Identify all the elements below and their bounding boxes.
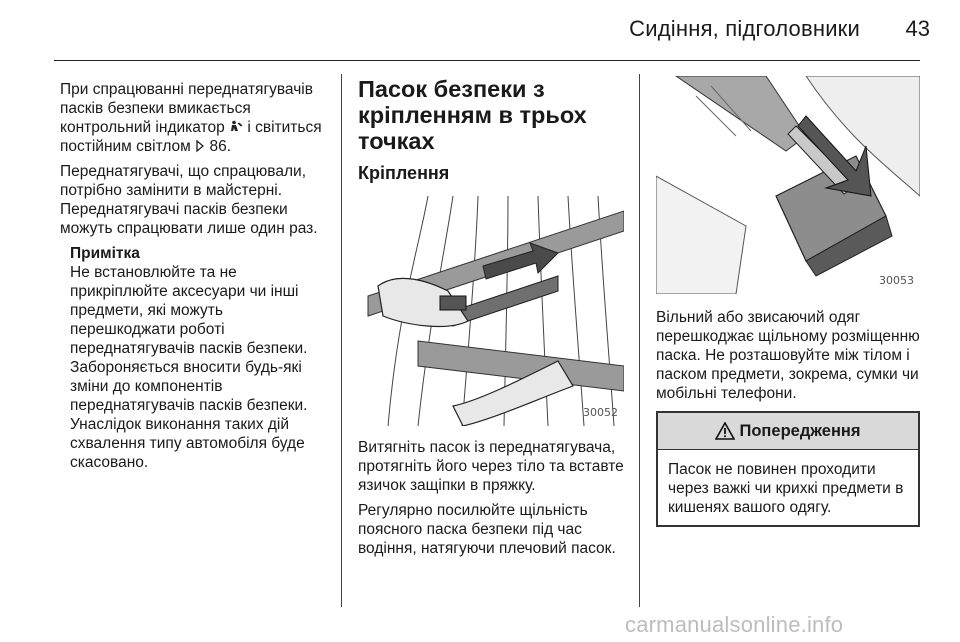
- tension-paragraph: Регулярно посилюйте щільність поясного паска безпеки під час водіння, натягуючи плечовий пасок.: [358, 502, 616, 557]
- column-1: [60, 80, 328, 472]
- page-header-title: Сидіння, підголовники: [629, 16, 860, 41]
- watermark: carmanualsonline.info: [625, 612, 844, 637]
- image-code: 30053: [879, 274, 914, 287]
- page-reference-arrow-icon: [195, 139, 205, 153]
- clothing-paragraph: Вільний або звисаючий одяг перешкоджає щільному розміщенню паска. Не розташовуйте між тілом і паском предмети, зокрема, сумки чи мобільні телефони.: [656, 309, 920, 402]
- warning-triangle-icon: [715, 422, 735, 440]
- warning-text: Пасок не повинен проходити через важкі чи крихкі предмети в кишенях вашого одягу.: [668, 461, 904, 516]
- note-heading: Примітка: [70, 245, 140, 262]
- pretensioner-paragraph: При спрацюванні переднатягувачів пасків безпеки вмикається контрольний індикатор і світиться постійним світлом 86.: [60, 81, 322, 155]
- note-text: Не встановлюйте та не прикріплюйте аксесуари чи інші предмети, які можуть перешкоджати роботі переднатягувачів пасків безпеки. Забороняється вносити будь-які зміни до компонентів переднатягувачів пасків безпеки. Унаслідок виконання таких дій схвалення типу автомобіля буде скасовано.: [70, 264, 308, 471]
- section-heading: Пасок безпеки з кріпленням в трьох точках: [358, 76, 587, 154]
- seatbelt-fastening-illustration: [358, 191, 624, 426]
- image-code: 30052: [583, 406, 618, 419]
- warning-box: [656, 411, 920, 527]
- column-2: [358, 76, 624, 564]
- column-3: [656, 76, 920, 527]
- header-divider: [54, 60, 920, 61]
- note-block: [70, 244, 328, 472]
- warning-header: [658, 413, 918, 450]
- seatbelt-buckle-illustration: [656, 76, 920, 294]
- column-divider-left: [341, 74, 342, 607]
- page-number: 43: [905, 16, 930, 41]
- seatbelt-pretensioner-indicator-icon: [229, 120, 243, 134]
- replacement-paragraph: Переднатягувачі, що спрацювали, потрібно замінити в майстерні. Переднатягувачі пасків безпеки можуть спрацювати лише один раз.: [60, 163, 318, 237]
- sub-heading: Кріплення: [358, 163, 450, 183]
- warning-heading: Попередження: [739, 421, 861, 440]
- fastening-paragraph: Витягніть пасок із переднатягувача, протягніть його через тіло та вставте язичок защіпки в пряжку.: [358, 439, 624, 494]
- column-divider-right: [639, 74, 640, 607]
